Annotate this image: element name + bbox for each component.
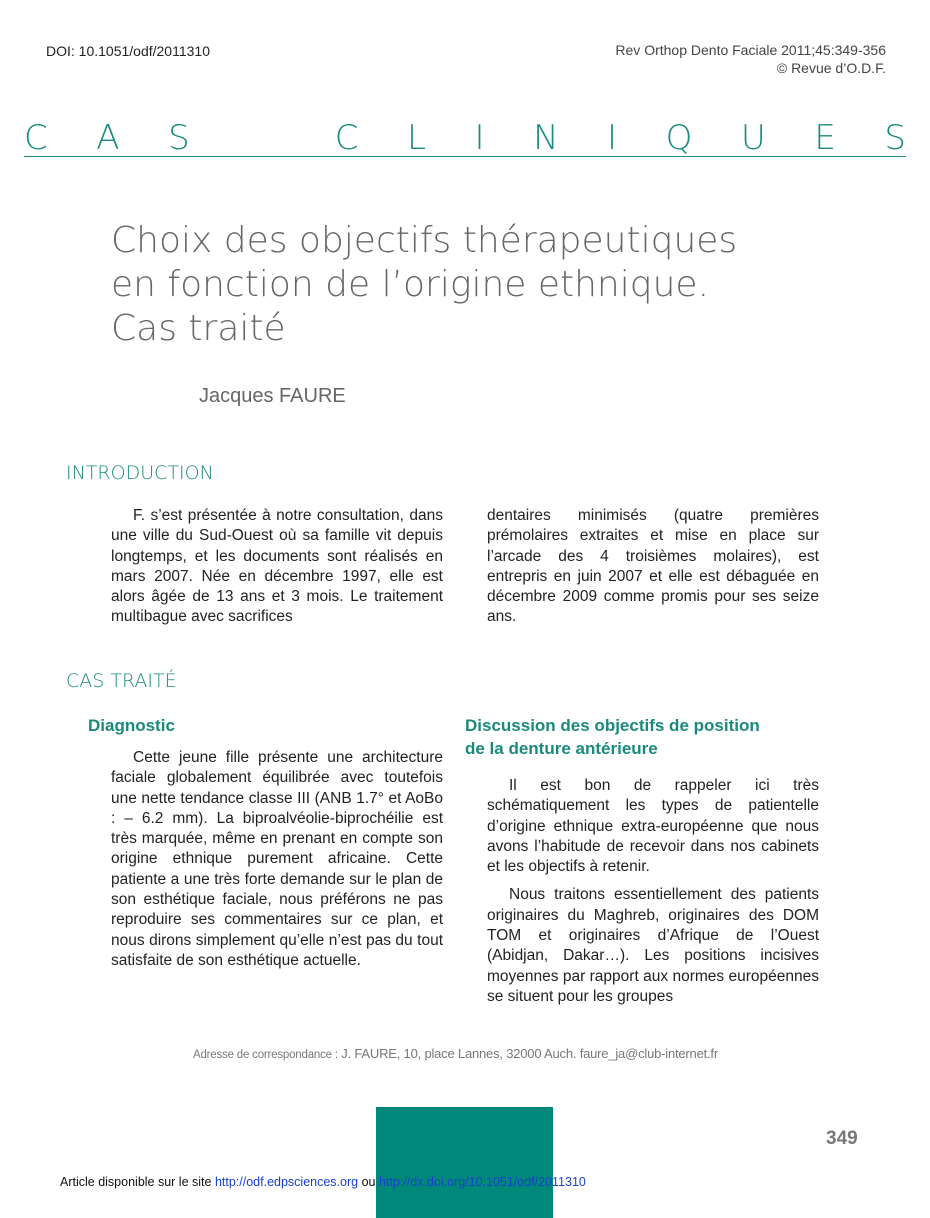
discussion-heading	[465, 714, 760, 760]
discussion-heading-line-1: Discussion des objectifs de position	[465, 716, 760, 735]
introduction-text-right: dentaires minimisés (quatre premières prémolaires extraites et mise en place sur l’arcade des 4 troisièmes molaires), est entrepris en juin 2007 et elle est débaguée en décembre 2009 comme promis pour ses seize ans.	[487, 507, 819, 626]
title-line-3: Cas traité	[111, 308, 286, 349]
banner-letter: A	[96, 118, 120, 158]
footer-prefix: Article disponible sur le site	[60, 1175, 212, 1189]
introduction-text-left: F. s’est présentée à notre consultation, dans une ville du Sud-Ouest où sa famille vit depuis longtemps, et les documents sont réalisés en mars 2007. Née en décembre 1997, elle est alors âgée de 13 ans et 3 mois. Le traitement multibague avec sacrifices	[111, 507, 443, 626]
footer-link-doi[interactable]: http://dx.doi.org/10.1051/odf/2011310	[378, 1175, 586, 1189]
discussion-heading-line-2: de la denture antérieure	[465, 739, 658, 758]
banner-letter: C	[334, 118, 359, 158]
introduction-left-column	[111, 506, 443, 636]
introduction-heading: INTRODUCTION	[66, 462, 214, 484]
banner-letter: I	[474, 118, 485, 158]
banner-letter: L	[407, 118, 426, 158]
diagnostic-column	[111, 748, 443, 979]
banner-letter: S	[884, 118, 906, 158]
doi: DOI: 10.1051/odf/2011310	[46, 43, 210, 59]
decorative-block	[376, 1107, 553, 1218]
introduction-right-column	[487, 506, 819, 636]
banner-letter: N	[533, 118, 559, 158]
address-text: J. FAURE, 10, place Lannes, 32000 Auch. faure_ja@club-internet.fr	[341, 1046, 718, 1061]
banner-letter: I	[607, 118, 618, 158]
diagnostic-heading: Diagnostic	[88, 716, 175, 735]
article-title	[111, 219, 811, 351]
title-line-1: Choix des objectifs thérapeutiques	[111, 220, 738, 261]
section-banner	[24, 118, 906, 157]
cas-traite-heading: CAS TRAITÉ	[66, 670, 177, 692]
banner-letter: S	[168, 118, 190, 158]
journal-info	[615, 41, 886, 77]
page-number: 349	[826, 1128, 858, 1149]
banner-letter: Q	[665, 118, 693, 158]
discussion-paragraph-2: Nous traitons essentiellement des patients originaires du Maghreb, originaires des DOM TOM et originaires d’Afrique de l’Ouest (Abidjan, Dakar…). Les positions incisives moyennes par rapport aux normes européennes se situent pour les groupes	[487, 886, 819, 1005]
title-line-2: en fonction de l’origine ethnique.	[111, 264, 710, 305]
journal-citation: Rev Orthop Dento Faciale 2011;45:349-356	[615, 42, 886, 58]
copyright: © Revue d’O.D.F.	[776, 60, 886, 76]
footer	[60, 1175, 586, 1189]
address-label: Adresse de correspondance :	[193, 1049, 338, 1061]
footer-or: ou	[361, 1175, 376, 1189]
banner-letter: E	[814, 118, 836, 158]
banner-letter: C	[24, 118, 48, 158]
correspondence-address	[193, 1046, 718, 1061]
diagnostic-text: Cette jeune fille présente une architecture faciale globalement équilibrée avec toutefois une nette tendance classe III (ANB 1.7° et AoBo : – 6.2 mm). La biproalvéolie-biprochéilie est très marquée, même en prenant en compte son origine ethnique purement africaine. Cette patiente a une très forte demande sur le plan de son esthétique faciale, nous préférons ne pas reproduire ses commentaires sur ce plan, et nous dirons simplement qu’elle n’est pas du tout satisfaite de son esthétique actuelle.	[111, 749, 443, 969]
author: Jacques FAURE	[199, 385, 346, 407]
discussion-column	[487, 776, 819, 1015]
footer-link-site[interactable]: http://odf.edpsciences.org	[214, 1175, 359, 1189]
discussion-paragraph-1: Il est bon de rappeler ici très schématiquement les types de patientelle d’origine ethnique extra-européenne que nous avons l’habitude de recevoir dans nos cabinets et les objectifs à retenir.	[487, 777, 819, 876]
banner-letter: U	[740, 118, 766, 158]
